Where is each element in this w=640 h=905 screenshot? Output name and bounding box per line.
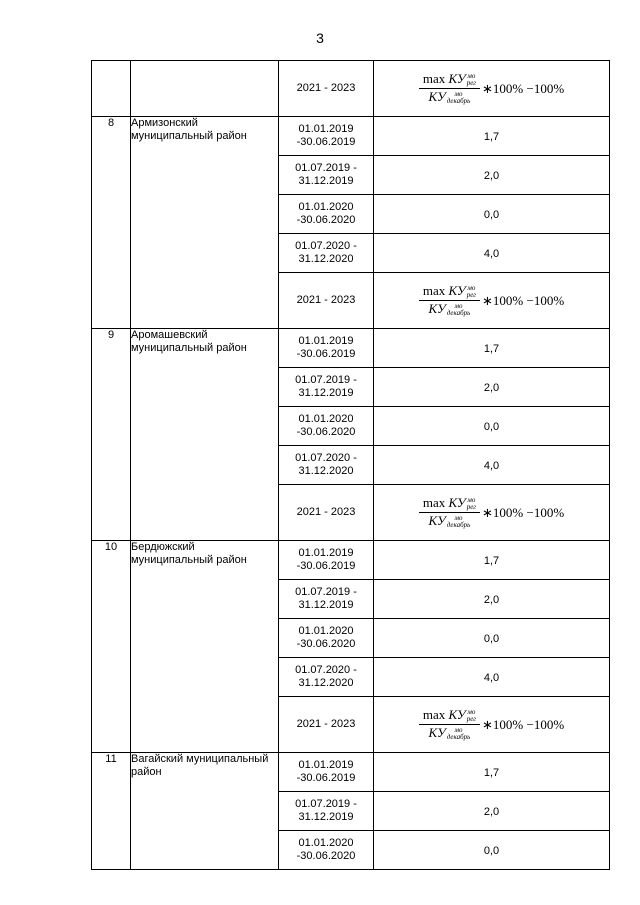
value-cell: 2,0	[374, 580, 610, 619]
period-cell: 01.07.2019 - 31.12.2019	[279, 368, 374, 407]
period-cell: 2021 - 2023	[279, 61, 374, 117]
period-cell: 01.01.2019 -30.06.2019	[279, 117, 374, 156]
formula-numerator: max КУ мо рег	[419, 72, 480, 89]
formula-cell	[374, 485, 610, 541]
district-number: 9	[92, 329, 131, 541]
formula-numerator: max КУ мо рег	[419, 284, 480, 301]
district-name: Армизонский муниципальный район	[131, 117, 279, 329]
formula-cell	[374, 61, 610, 117]
period-cell: 01.07.2019 - 31.12.2019	[279, 156, 374, 195]
value-cell: 0,0	[374, 195, 610, 234]
formula-cell	[374, 697, 610, 753]
district-name: Бердюжский муниципальный район	[131, 541, 279, 753]
table-row	[92, 541, 610, 580]
value-cell: 0,0	[374, 407, 610, 446]
growth-formula	[419, 72, 564, 105]
period-cell: 01.07.2019 - 31.12.2019	[279, 792, 374, 831]
table-row	[92, 329, 610, 368]
value-cell: 2,0	[374, 156, 610, 195]
number-cell	[92, 61, 131, 117]
district-number: 10	[92, 541, 131, 753]
formula-denominator: КУ мо декабрь	[428, 513, 471, 530]
table-row	[92, 753, 610, 792]
formula-cell	[374, 273, 610, 329]
table-row	[92, 117, 610, 156]
formula-tail: ∗100% −100%	[482, 717, 565, 732]
value-cell: 4,0	[374, 446, 610, 485]
period-cell: 2021 - 2023	[279, 697, 374, 753]
period-cell: 2021 - 2023	[279, 273, 374, 329]
value-cell: 1,7	[374, 117, 610, 156]
formula-denominator: КУ мо декабрь	[428, 301, 471, 318]
period-cell: 2021 - 2023	[279, 485, 374, 541]
district-name: Вагайский муниципальный район	[131, 753, 279, 870]
formula-denominator: КУ мо декабрь	[428, 89, 471, 106]
value-cell: 0,0	[374, 831, 610, 870]
period-cell: 01.07.2019 - 31.12.2019	[279, 580, 374, 619]
formula-tail: ∗100% −100%	[482, 505, 565, 520]
period-cell: 01.01.2019 -30.06.2019	[279, 753, 374, 792]
period-cell: 01.01.2019 -30.06.2019	[279, 329, 374, 368]
tariff-table	[91, 60, 610, 870]
table-row	[92, 61, 610, 117]
growth-formula	[419, 708, 564, 741]
value-cell: 1,7	[374, 541, 610, 580]
page-number: 3	[316, 30, 324, 46]
period-cell: 01.07.2020 - 31.12.2020	[279, 446, 374, 485]
formula-tail: ∗100% −100%	[482, 81, 565, 96]
value-cell: 4,0	[374, 658, 610, 697]
district-number: 8	[92, 117, 131, 329]
formula-numerator: max КУ мо рег	[419, 708, 480, 725]
district-number: 11	[92, 753, 131, 870]
formula-numerator: max КУ мо рег	[419, 496, 480, 513]
period-cell: 01.01.2020 -30.06.2020	[279, 407, 374, 446]
value-cell: 0,0	[374, 619, 610, 658]
growth-formula	[419, 496, 564, 529]
formula-tail: ∗100% −100%	[482, 293, 565, 308]
period-cell: 01.07.2020 - 31.12.2020	[279, 658, 374, 697]
growth-formula	[419, 284, 564, 317]
value-cell: 2,0	[374, 368, 610, 407]
formula-denominator: КУ мо декабрь	[428, 725, 471, 742]
value-cell: 1,7	[374, 329, 610, 368]
name-cell	[131, 61, 279, 117]
period-cell: 01.07.2020 - 31.12.2020	[279, 234, 374, 273]
period-cell: 01.01.2020 -30.06.2020	[279, 195, 374, 234]
district-name: Аромашевский муниципальный район	[131, 329, 279, 541]
value-cell: 1,7	[374, 753, 610, 792]
period-cell: 01.01.2020 -30.06.2020	[279, 619, 374, 658]
period-cell: 01.01.2020 -30.06.2020	[279, 831, 374, 870]
value-cell: 4,0	[374, 234, 610, 273]
value-cell: 2,0	[374, 792, 610, 831]
period-cell: 01.01.2019 -30.06.2019	[279, 541, 374, 580]
